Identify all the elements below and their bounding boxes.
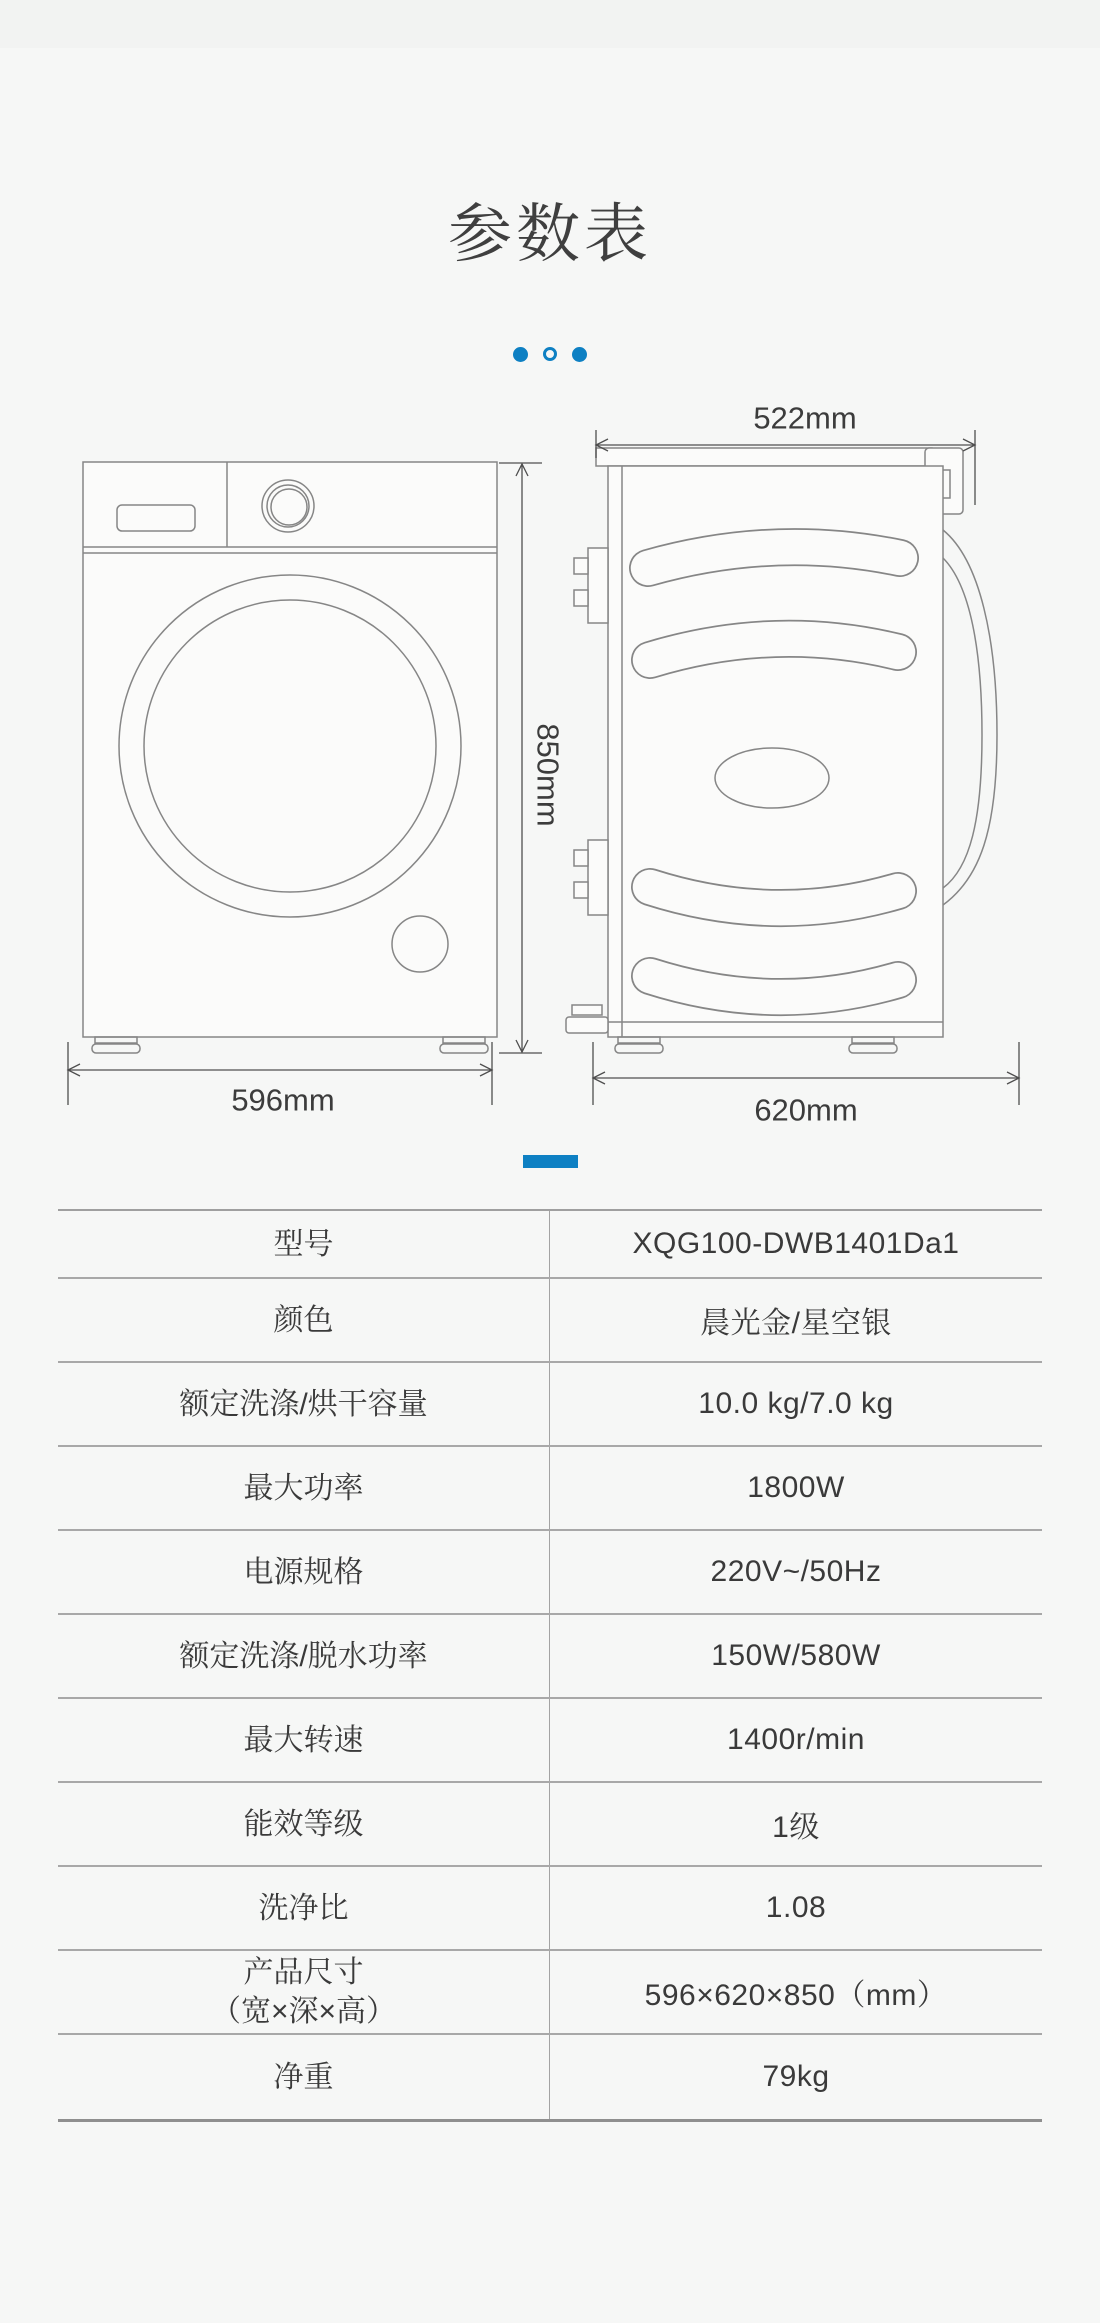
top-lid <box>596 448 932 466</box>
spec-label: 颜色 <box>58 1279 550 1361</box>
top-band <box>0 0 1100 48</box>
spec-label: 能效等级 <box>58 1783 550 1865</box>
carousel-dot-3[interactable] <box>572 347 587 362</box>
spec-label: 型号 <box>58 1211 550 1277</box>
spec-label: 额定洗涤/脱水功率 <box>58 1615 550 1697</box>
carousel-dot-1[interactable] <box>513 347 528 362</box>
dimension-diagram <box>0 400 1100 1160</box>
spec-value: 1800W <box>747 1471 845 1504</box>
washing-machine-side-view <box>566 448 997 1053</box>
carousel-dots <box>0 346 1100 362</box>
table-row <box>58 1699 1042 1783</box>
table-row <box>58 1447 1042 1531</box>
spec-label: 电源规格 <box>58 1531 550 1613</box>
spec-label: 额定洗涤/烘干容量 <box>58 1363 550 1445</box>
table-row <box>58 1951 1042 2035</box>
spec-value: 10.0 kg/7.0 kg <box>698 1387 894 1420</box>
door-profile <box>943 530 997 905</box>
spec-value: 晨光金/星空银 <box>700 1307 892 1340</box>
spec-label: 产品尺寸 （宽×深×高） <box>58 1951 550 2033</box>
depth-bottom-dimension-label: 620mm <box>754 1092 858 1128</box>
spec-label: 洗净比 <box>58 1867 550 1949</box>
page-title: 参数表 <box>448 198 652 270</box>
table-row <box>58 1615 1042 1699</box>
spec-value: 79kg <box>762 2060 830 2093</box>
spec-value: 1级 <box>772 1811 820 1844</box>
spec-value: XQG100-DWB1401Da1 <box>632 1227 960 1260</box>
hinge-brackets <box>574 548 608 915</box>
spec-label: 最大转速 <box>58 1699 550 1781</box>
table-row <box>58 1867 1042 1951</box>
table-row <box>58 1531 1042 1615</box>
table-row <box>58 1783 1042 1867</box>
drain-hose <box>566 1005 608 1033</box>
table-row <box>58 1211 1042 1279</box>
height-dimension-label: 850mm <box>530 723 566 827</box>
table-row <box>58 1279 1042 1363</box>
spec-value: 1.08 <box>765 1891 827 1924</box>
spec-value: 220V~/50Hz <box>710 1555 882 1588</box>
table-row <box>58 2035 1042 2119</box>
spec-label: 净重 <box>58 2035 550 2119</box>
side-feet <box>615 1037 897 1053</box>
table-row <box>58 1363 1042 1447</box>
washing-machine-front-view <box>83 462 497 1053</box>
spec-value: 150W/580W <box>711 1639 881 1672</box>
front-feet <box>92 1037 488 1053</box>
section-divider <box>523 1155 578 1168</box>
spec-value: 596×620×850（mm） <box>644 1979 948 2012</box>
spec-value: 1400r/min <box>727 1723 865 1756</box>
width-dimension-label: 596mm <box>231 1082 335 1118</box>
spec-label: 最大功率 <box>58 1447 550 1529</box>
carousel-dot-2[interactable] <box>543 347 557 361</box>
spec-table <box>58 1209 1042 2122</box>
depth-top-dimension-label: 522mm <box>753 400 857 436</box>
